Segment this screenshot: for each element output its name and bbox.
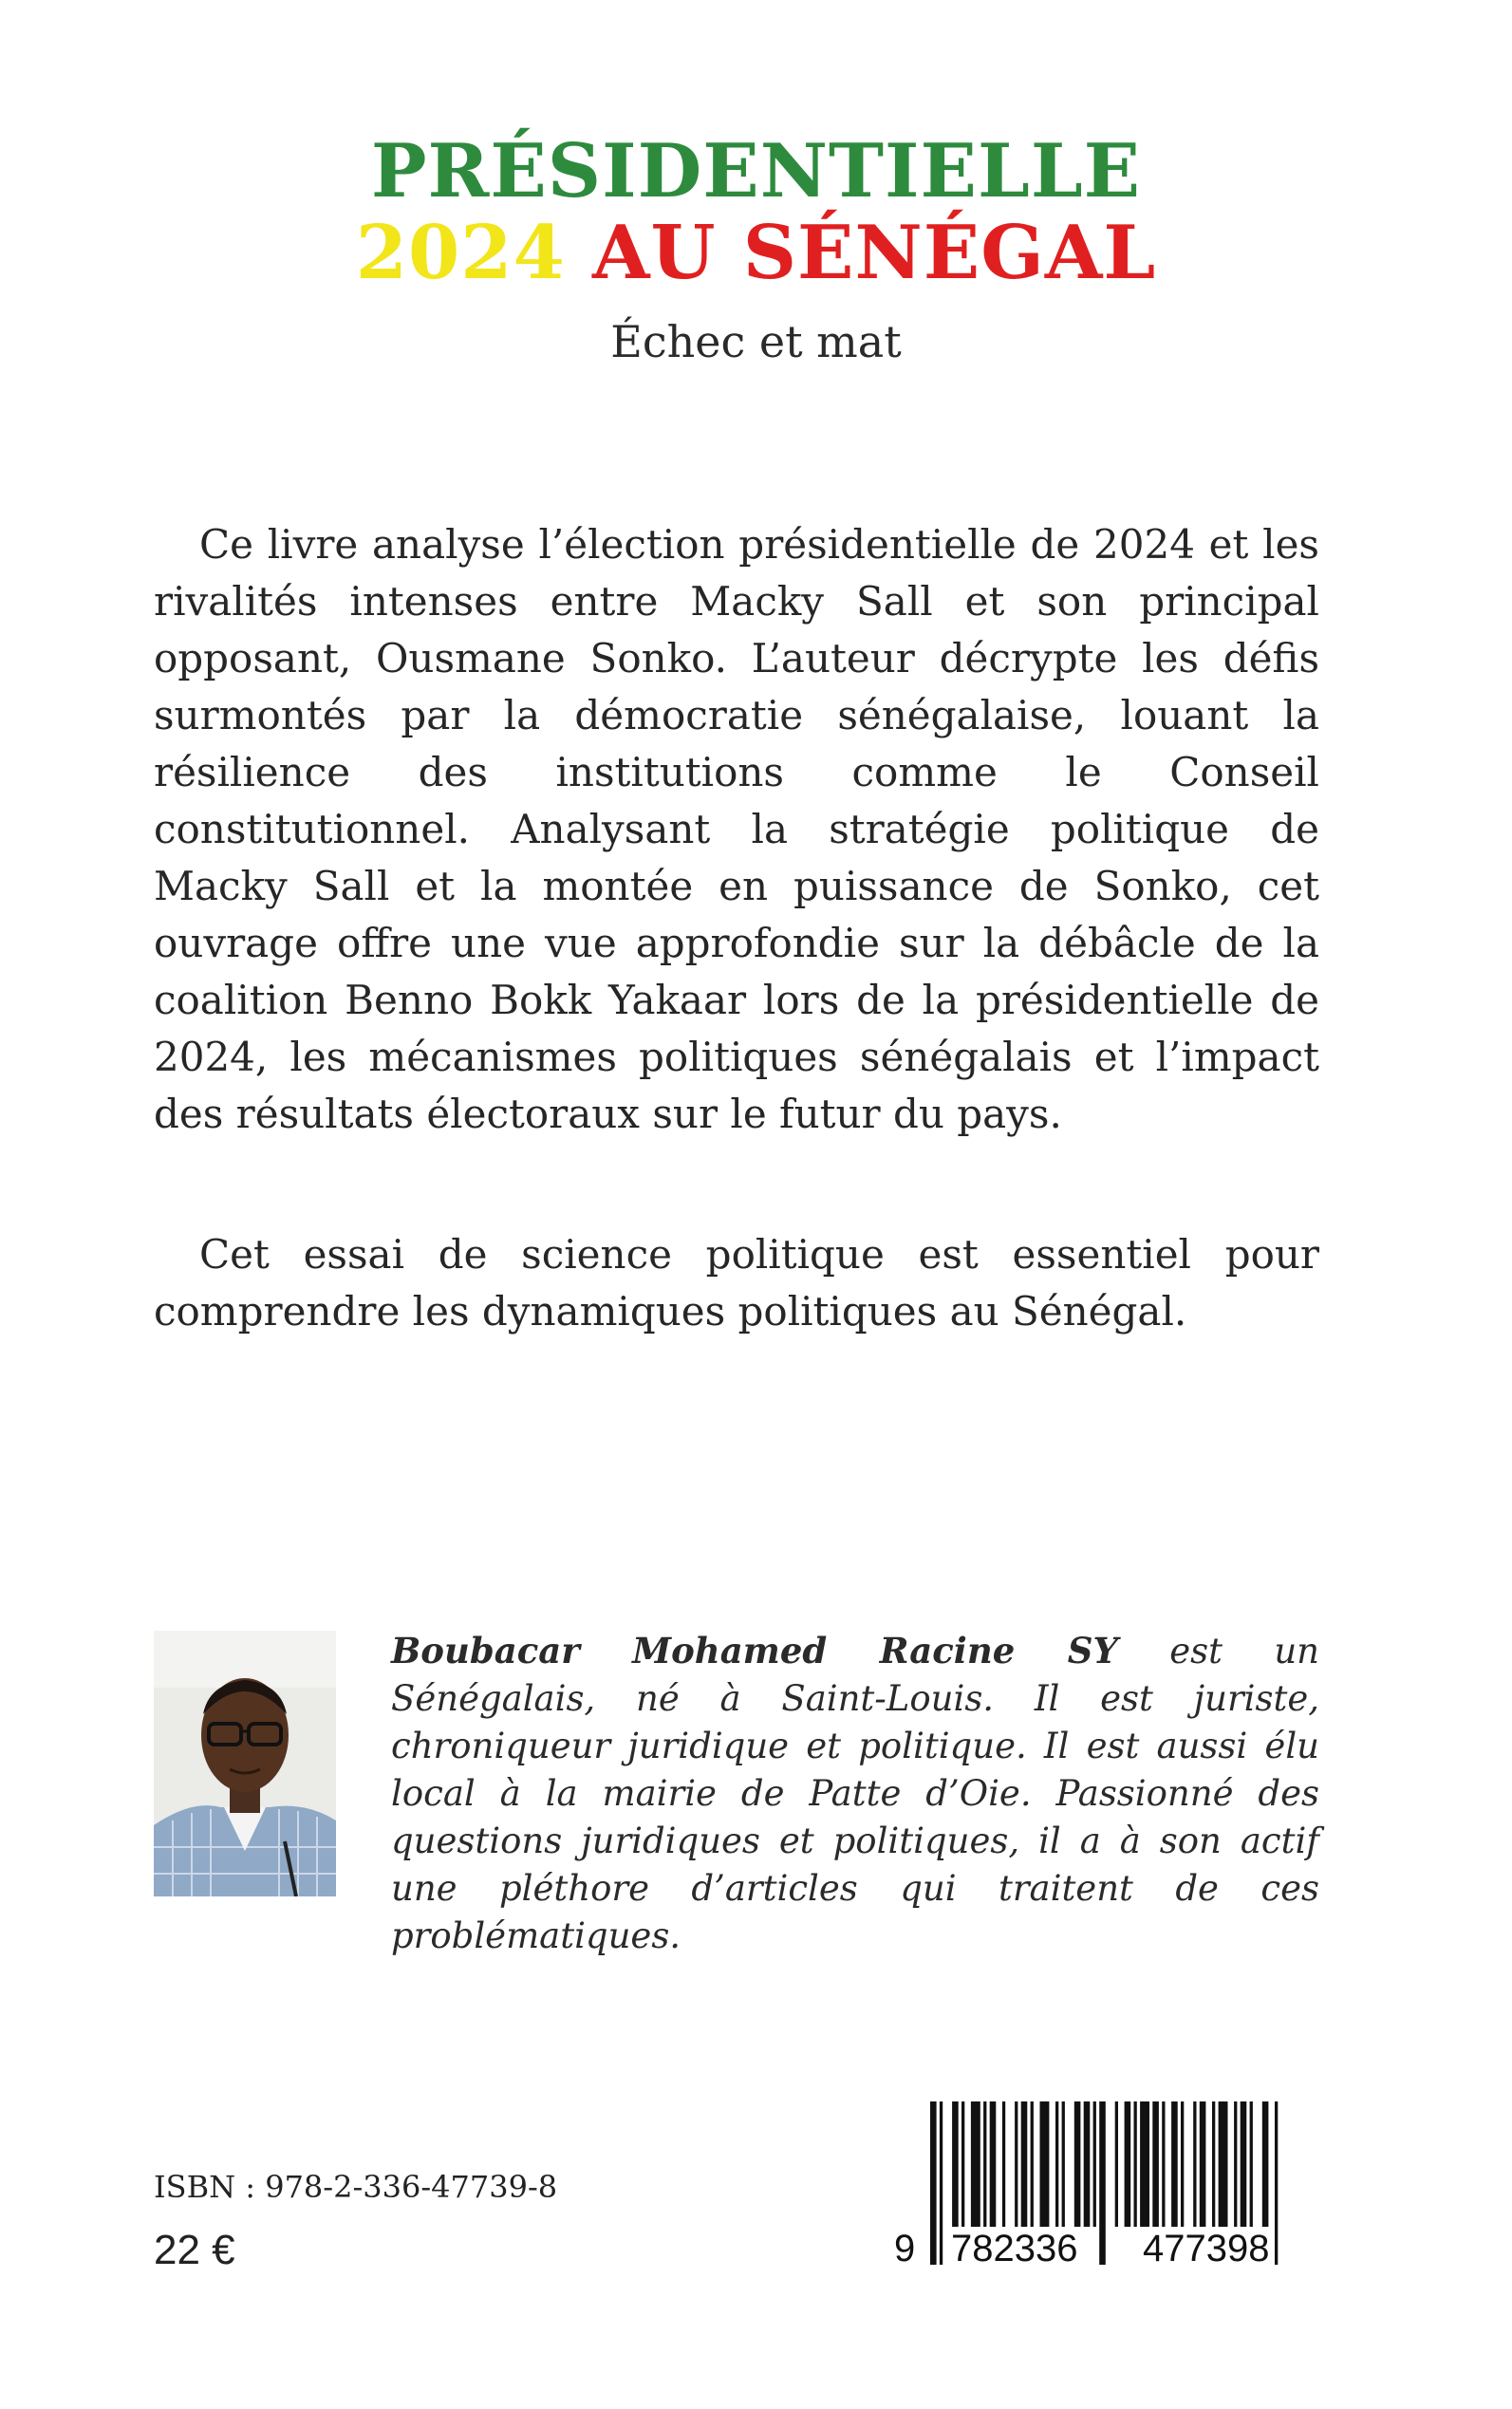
book-title-line1 xyxy=(0,129,1512,215)
barcode-bar xyxy=(1074,2101,1081,2227)
barcode-bar xyxy=(1031,2101,1034,2227)
barcode-bar xyxy=(1200,2101,1206,2227)
barcode-bar xyxy=(1093,2101,1096,2227)
barcode-bar xyxy=(1040,2101,1050,2227)
title-year: 2024 xyxy=(355,210,566,296)
author-photo xyxy=(154,1631,336,1896)
barcode-bar xyxy=(1115,2101,1118,2227)
barcode-bar xyxy=(1125,2101,1131,2227)
barcode-bar xyxy=(1171,2101,1178,2227)
barcode-bar xyxy=(1250,2101,1253,2227)
barcode-bar xyxy=(1134,2101,1137,2227)
barcode-bar xyxy=(1152,2101,1159,2227)
book-subtitle: Échec et mat xyxy=(610,316,902,367)
barcode-bar xyxy=(952,2101,959,2227)
barcode-bar xyxy=(983,2101,986,2227)
barcode-bar xyxy=(1140,2101,1149,2227)
barcode-bar xyxy=(1241,2101,1247,2227)
barcode-first-digit: 9 xyxy=(894,2228,916,2269)
barcode-bar xyxy=(1181,2101,1184,2227)
book-title-line2 xyxy=(0,211,1512,296)
blurb-paragraph-2: Cet essai de science politique est essentiel pour comprendre les dynamiques politiques au Sénégal. xyxy=(154,1231,1319,1335)
barcode-group-2: 477398 xyxy=(1143,2228,1270,2269)
blurb-paragraph-1: Ce livre analyse l’élection présidentielle de 2024 et les rivalités intenses entre Macky Sall et son principal opposant, Ousmane Sonko. L’auteur décrypte les défis surmontés par la démocratie sénégalaise, louant la résilience des institutions comme le Conseil constitutionnel. Analysant la stratégie politique de Macky Sall et la montée en puissance de Sonko, cet ouvrage offre une vue approfondie sur la débâcle de la coalition Benno Bokk Yakaar lors de la présidentielle de 2024, les mécanismes politiques sénégalais et l’impact des résultats électoraux sur le futur du pays. xyxy=(154,521,1319,1137)
barcode-bar xyxy=(1055,2101,1058,2227)
barcode-bar xyxy=(1084,2101,1091,2227)
author-bio-text: est un Sénégalais, né à Saint-Louis. Il est juriste, chroniqueur juridique et politique. Il est aussi élu local à la mairie de Patte d’Oie. Passionné des questions juridiques et politiques, il a à son actif une pléthore d’articles qui traitent de ces problématiques. xyxy=(391,1631,1319,1956)
barcode-bar xyxy=(990,2101,997,2227)
title-country: AU SÉNÉGAL xyxy=(592,210,1157,296)
barcode-bar xyxy=(1234,2101,1237,2227)
barcode-bar xyxy=(971,2101,980,2227)
title-presidentielle: PRÉSIDENTIELLE xyxy=(370,128,1142,215)
isbn-number: ISBN : 978-2-336-47739-8 xyxy=(154,2169,558,2205)
barcode-bar xyxy=(1219,2101,1228,2227)
book-price: 22 € xyxy=(154,2227,235,2273)
barcode-bar xyxy=(1212,2101,1215,2227)
barcode-bar xyxy=(1015,2101,1017,2227)
barcode-bar xyxy=(1062,2101,1065,2227)
author-bio xyxy=(391,1627,1319,1960)
barcode-bar xyxy=(1021,2101,1028,2227)
barcode-bar xyxy=(1262,2101,1269,2227)
barcode-bar xyxy=(961,2101,964,2227)
barcode-group-1: 782336 xyxy=(951,2228,1078,2269)
barcode-bar xyxy=(1002,2101,1005,2227)
author-name: Boubacar Mohamed Racine SY xyxy=(391,1630,1118,1671)
barcode-bar xyxy=(1162,2101,1165,2227)
barcode-bar xyxy=(1193,2101,1196,2227)
barcode-digits xyxy=(892,2227,1319,2270)
